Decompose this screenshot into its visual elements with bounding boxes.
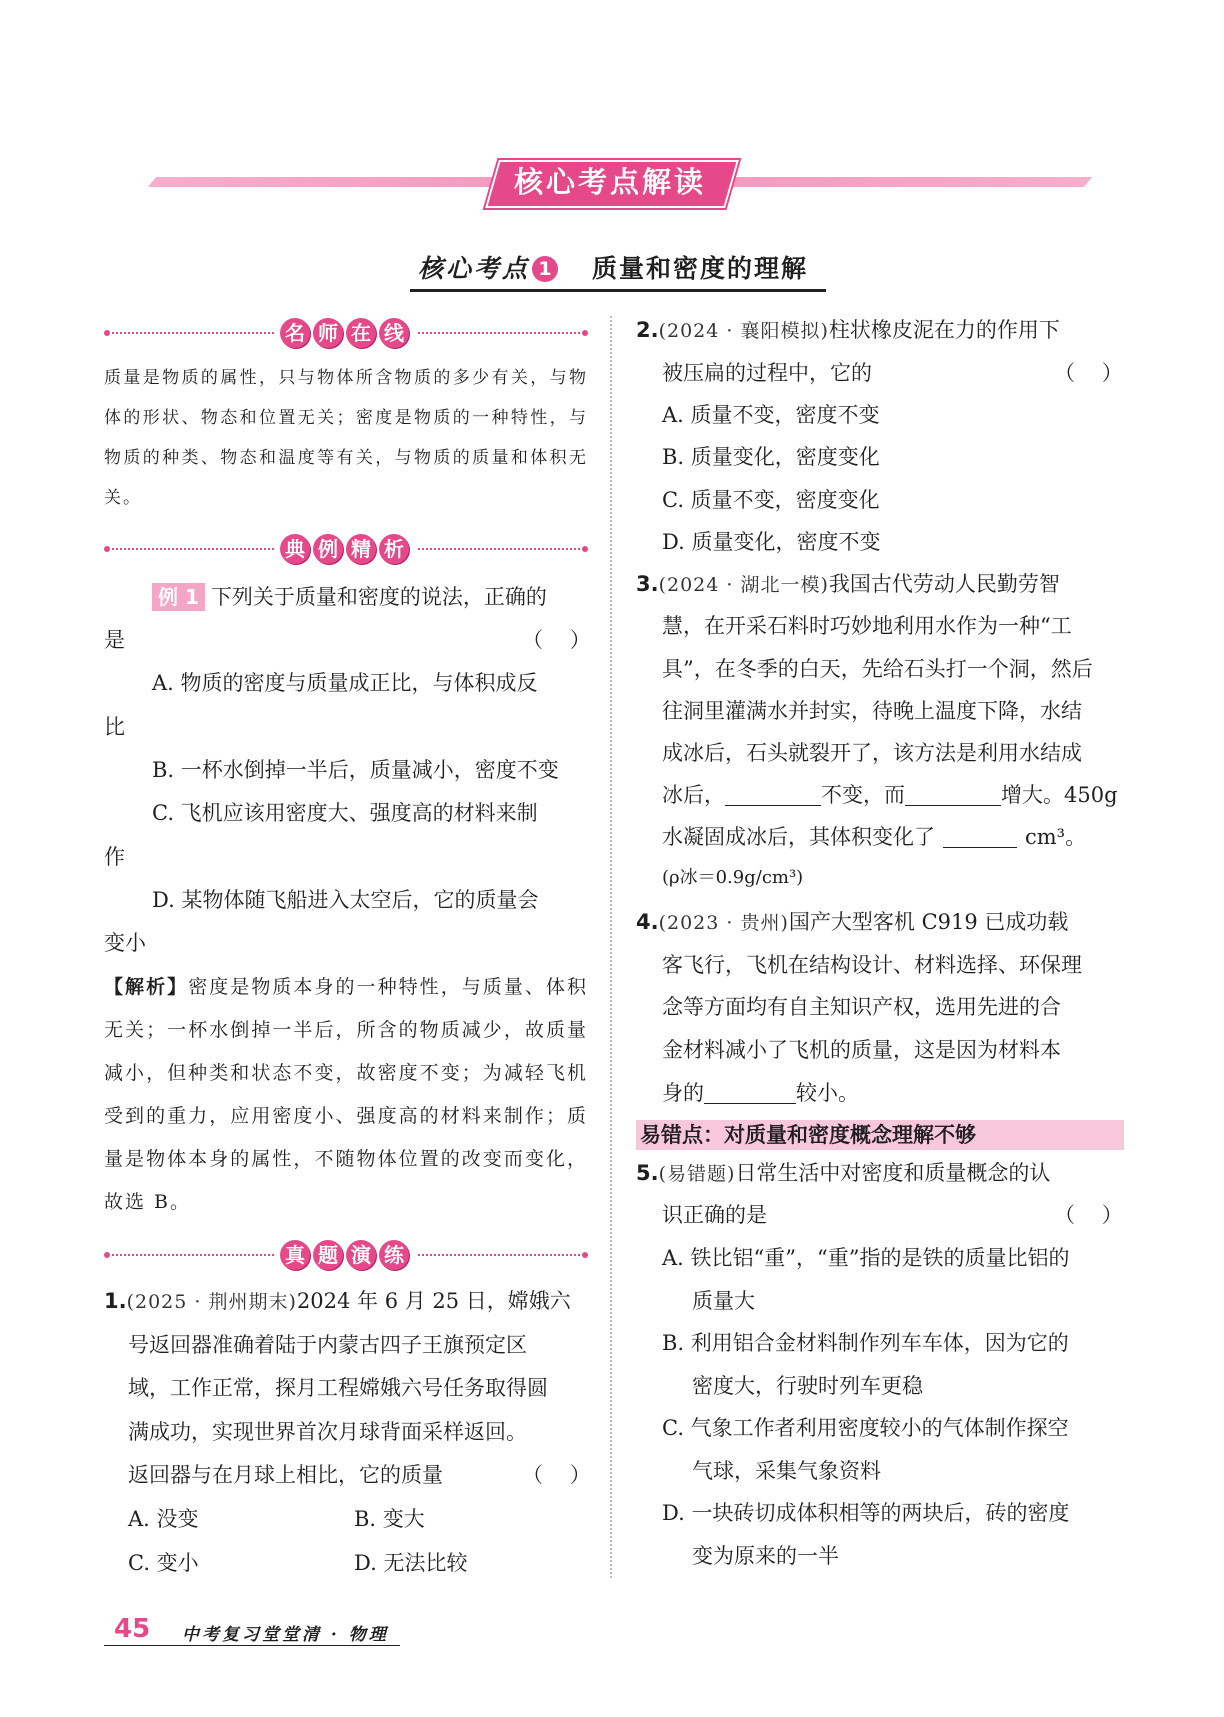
analysis-label: 【解析】	[104, 976, 189, 998]
q5-source: (易错题)	[658, 1163, 736, 1185]
section-line	[112, 548, 274, 550]
example-stem	[152, 582, 547, 612]
q2-text: 柱状橡皮泥在力的作用下	[828, 318, 1060, 342]
q4-text: 国产大型客机 C919 已成功载	[788, 910, 1069, 934]
q3-line-2: 慧，在开采石料时巧妙地利用水作为一种“工	[662, 614, 1072, 638]
q3-text: 增大。450g	[1001, 783, 1118, 807]
banner-title: 核心考点解读	[513, 165, 706, 199]
section-char: 在	[346, 318, 376, 348]
q3-line-3: 具”，在冬季的白天，先给石头打一个洞，然后	[662, 657, 1093, 681]
section-line	[112, 1254, 274, 1256]
q5-line-2: 识正确的是	[662, 1203, 767, 1227]
analysis-text: 密度是物质本身的一种特性，与质量、体积无关；一杯水倒掉一半后，所含的物质减少，故质量减小，但种类和状态不变，故密度不变；为减轻飞机受到的重力，应用密度小、强度高的材料来制作；质量是物体本身的属性，不随物体位置的改变而变化，故选 B。	[104, 976, 588, 1213]
example-stem-text: 下列关于质量和密度的说法，正确的	[210, 585, 547, 609]
q5-option-b-cont: 密度大，行驶时列车更稳	[692, 1374, 923, 1398]
q5-option-d-cont: 变为原来的一半	[692, 1544, 839, 1568]
fill-blank[interactable]	[943, 823, 1017, 848]
topic-heading	[418, 252, 808, 286]
q2-option-c: C. 质量不变，密度变化	[662, 488, 880, 512]
example-option-c: C. 飞机应该用密度大、强度高的材料来制	[152, 801, 538, 825]
q1-line-5: 返回器与在月球上相比，它的质量	[128, 1463, 443, 1487]
section-dot	[104, 1252, 110, 1258]
section-dot	[582, 330, 588, 336]
q3-text: 冰后，	[662, 783, 725, 807]
q4-source: (2023 · 贵州)	[658, 912, 789, 934]
q3-line-8: (ρ冰＝0.9g/cm³)	[662, 867, 804, 888]
q1-source: (2025 · 荆州期末)	[126, 1291, 297, 1313]
section-char: 演	[346, 1240, 376, 1270]
q3-line-5: 成冰后，石头就裂开了，该方法是利用水结成	[662, 741, 1082, 765]
answer-paren: （ ）	[522, 628, 591, 652]
column-divider	[610, 316, 612, 1578]
section-char: 析	[379, 534, 409, 564]
q2-line-1	[636, 315, 1060, 346]
q3-text: 水凝固成冰后，其体积变化了	[662, 825, 935, 849]
q1-option-d: D. 无法比较	[354, 1551, 468, 1575]
section-char: 真	[280, 1240, 310, 1270]
example-option-a-cont: 比	[104, 715, 125, 739]
q1-line-1	[104, 1286, 571, 1317]
q4-line-3: 念等方面均有自主知识产权，选用先进的合	[662, 995, 1061, 1019]
section-char: 名	[280, 318, 310, 348]
fill-blank[interactable]	[704, 1079, 796, 1104]
q5-option-a: A. 铁比铝“重”，“重”指的是铁的质量比铝的	[662, 1246, 1070, 1270]
example-option-d-cont: 变小	[104, 931, 146, 955]
answer-paren: （ ）	[522, 1463, 591, 1487]
example-option-d: D. 某物体随飞船进入太空后，它的质量会	[152, 888, 539, 912]
q2-source: (2024 · 襄阳模拟)	[658, 320, 829, 342]
page-number: 45	[114, 1614, 151, 1644]
section-line	[418, 548, 580, 550]
q3-text: cm³。	[1025, 825, 1087, 849]
q3-line-1	[636, 569, 1060, 600]
q2-option-b: B. 质量变化，密度变化	[662, 445, 880, 469]
q3-source: (2024 · 湖北一模)	[658, 574, 829, 596]
q4-text: 较小。	[796, 1081, 859, 1105]
answer-paren: （ ）	[1054, 1203, 1123, 1227]
section-header-zhenti	[280, 1240, 409, 1270]
section-char: 题	[313, 1240, 343, 1270]
topic-label: 核心考点	[418, 254, 531, 283]
analysis-paragraph	[104, 966, 588, 1224]
section-char: 师	[313, 318, 343, 348]
error-point-bar: 易错点：对质量和密度概念理解不够	[636, 1120, 1124, 1150]
footer-title: 中考复习堂堂清 · 物理	[182, 1625, 389, 1645]
q2-option-d: D. 质量变化，密度不变	[662, 530, 881, 554]
section-line	[418, 332, 580, 334]
q1-option-b: B. 变大	[354, 1507, 425, 1531]
q5-option-b: B. 利用铝合金材料制作列车车体，因为它的	[662, 1331, 1069, 1355]
section-char: 练	[379, 1240, 409, 1270]
topic-underline	[410, 289, 826, 292]
q3-line-7	[662, 822, 1086, 852]
q3-text: 我国古代劳动人民勤劳智	[828, 572, 1060, 596]
q2-number: 2.	[636, 318, 659, 342]
q5-text: 日常生活中对密度和质量概念的认	[735, 1161, 1051, 1185]
section-char: 精	[346, 534, 376, 564]
section-line	[418, 1254, 580, 1256]
example-option-c-cont: 作	[104, 845, 125, 869]
q3-number: 3.	[636, 572, 659, 596]
section-dot	[104, 546, 110, 552]
topic-title: 质量和密度的理解	[592, 254, 809, 283]
section-char: 例	[313, 534, 343, 564]
q5-option-c-cont: 气球，采集气象资料	[692, 1459, 881, 1483]
answer-paren: （ ）	[1054, 361, 1123, 385]
q3-line-6	[662, 780, 1118, 810]
q4-line-4: 金材料减小了飞机的质量，这是因为材料本	[662, 1038, 1061, 1062]
q4-line-5	[662, 1078, 859, 1108]
section-dot	[104, 330, 110, 336]
section-line	[112, 332, 274, 334]
section-header-dianli	[280, 534, 409, 564]
fill-blank[interactable]	[725, 781, 821, 806]
q1-text: 2024 年 6 月 25 日，嫦娥六	[296, 1289, 571, 1313]
q5-option-d: D. 一块砖切成体积相等的两块后，砖的密度	[662, 1501, 1070, 1525]
example-option-a: A. 物质的密度与质量成正比，与体积成反	[152, 671, 538, 695]
q5-line-1	[636, 1158, 1050, 1189]
q1-line-2: 号返回器准确着陆于内蒙古四子王旗预定区	[128, 1333, 527, 1357]
q3-line-4: 往洞里灌满水并封实，待晚上温度下降，水结	[662, 699, 1082, 723]
example-stem-2: 是	[104, 628, 125, 652]
q1-line-4: 满成功，实现世界首次月球背面采样返回。	[128, 1420, 527, 1444]
section-header-mingshi	[280, 318, 409, 348]
q4-line-2: 客飞行，飞机在结构设计、材料选择、环保理	[662, 953, 1082, 977]
q5-number: 5.	[636, 1161, 659, 1185]
section-char: 典	[280, 534, 310, 564]
q5-option-c: C. 气象工作者利用密度较小的气体制作探空	[662, 1416, 1069, 1440]
footer-line	[104, 1645, 400, 1646]
q1-option-a: A. 没变	[128, 1507, 199, 1531]
q4-number: 4.	[636, 910, 659, 934]
topic-number-badge: 1	[532, 256, 558, 282]
tip-paragraph: 质量是物质的属性，只与物体所含物质的多少有关，与物体的形状、物态和位置无关；密度是物质的一种特性，与物质的种类、物态和温度等有关，与物质的质量和体积无关。	[104, 368, 588, 508]
q3-text: 不变，而	[821, 783, 905, 807]
example-option-b: B. 一杯水倒掉一半后，质量减小，密度不变	[152, 758, 559, 782]
q4-line-1	[636, 907, 1068, 938]
q2-option-a: A. 质量不变，密度不变	[662, 403, 880, 427]
q1-line-3: 域，工作正常，探月工程嫦娥六号任务取得圆	[128, 1376, 548, 1400]
section-dot	[582, 546, 588, 552]
section-dot	[582, 1252, 588, 1258]
q4-text: 身的	[662, 1081, 704, 1105]
section-char: 线	[379, 318, 409, 348]
q1-option-c: C. 变小	[128, 1551, 199, 1575]
q2-line-2: 被压扁的过程中，它的	[662, 361, 872, 385]
q1-number: 1.	[104, 1289, 127, 1313]
q5-option-a-cont: 质量大	[692, 1289, 755, 1313]
fill-blank[interactable]	[905, 781, 1001, 806]
example-tag: 例 1	[152, 583, 205, 611]
